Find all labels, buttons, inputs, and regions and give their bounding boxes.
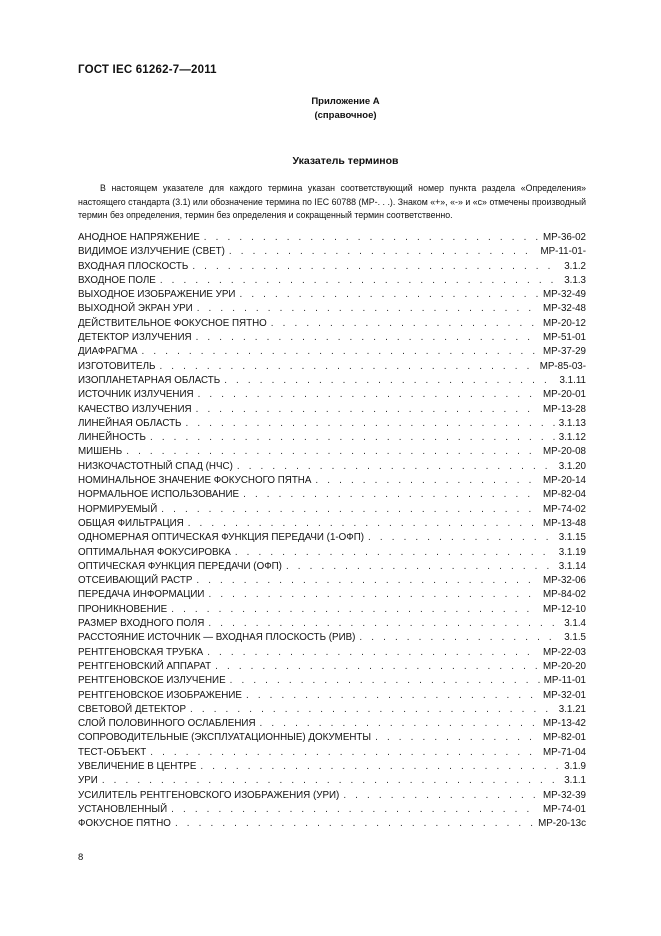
index-reference: МР-22-03 [542,646,586,658]
index-reference: МР-32-39 [542,789,586,801]
index-reference: МР-85-03- [539,360,586,372]
index-reference: 3.1.14 [558,560,586,572]
index-term: РЕНТГЕНОВСКОЕ ИЗЛУЧЕНИЕ [78,675,226,687]
index-reference: МР-74-02 [542,503,586,515]
dot-leader [271,317,539,331]
index-reference: 3.1.4 [564,618,586,630]
index-reference: 3.1.13 [558,417,586,429]
index-reference: МР-51-01 [542,332,586,344]
appendix-subtitle: (справочное) [314,110,377,121]
appendix-title: Приложение А [311,96,380,107]
index-term: ПЕРЕДАЧА ИНФОРМАЦИИ [78,589,205,601]
index-entry [78,288,586,302]
index-entry [78,331,586,345]
index-entry [78,731,586,745]
dot-leader [160,274,560,288]
index-reference: МР-20-12 [542,317,586,329]
index-term: НИЗКОЧАСТОТНЫЙ СПАД (НЧС) [78,460,233,472]
index-entry [78,760,586,774]
index-term: СЛОЙ ПОЛОВИННОГО ОСЛАБЛЕНИЯ [78,718,256,730]
dot-leader [208,588,539,602]
index-reference: 3.1.1 [564,775,586,787]
index-entry [78,717,586,731]
index-term: ИЗОПЛАНЕТАРНАЯ ОБЛАСТЬ [78,374,221,386]
index-term: ОПТИМАЛЬНАЯ ФОКУСИРОВКА [78,546,231,558]
index-term: УРИ [78,775,98,787]
dot-leader [200,760,560,774]
dot-leader [235,546,555,560]
index-reference: МР-36-02 [542,232,586,243]
index-term: ОБЩАЯ ФИЛЬТРАЦИЯ [78,517,184,529]
dot-leader [102,774,560,788]
index-entry [78,274,586,288]
index-term: ВХОДНОЕ ПОЛЕ [78,274,156,286]
index-reference: МР-20-13с [538,818,586,830]
index-intro-paragraph: В настоящем указателе для каждого термина указан соответствующий номер пункта раздела «Определения» настоящего стандарта (3.1) или обозначение термина по IEC 60788 (МР-. . .). Знаком «+», «-» и «с» отмечены производный термин без определения, термин без определения и сокращенный термин соответственно. [78,183,586,220]
index-entry [78,517,586,531]
index-entry [78,646,586,660]
document-header: ГОСТ IEC 61262-7—2011 [78,64,217,76]
index-entry [78,546,586,560]
index-entry [78,345,586,359]
index-reference: МР-82-01 [542,732,586,744]
index-reference: 3.1.19 [558,546,586,558]
index-term: УВЕЛИЧЕНИЕ В ЦЕНТРЕ [78,760,197,772]
index-reference: МР-37-29 [542,346,586,358]
dot-leader [198,388,539,402]
index-term: ЛИНЕЙНОСТЬ [78,432,146,444]
index-reference: МР-13-42 [542,718,586,730]
index-entry [78,302,586,316]
dot-leader [239,288,539,302]
index-entry [78,774,586,788]
index-reference: МР-20-20 [542,660,586,672]
index-reference: МР-11-01 [543,675,586,687]
dot-leader [159,360,535,374]
dot-leader [375,731,539,745]
index-reference: МР-32-48 [542,303,586,315]
index-term: СОПРОВОДИТЕЛЬНЫЕ (ЭКСПЛУАТАЦИОННЫЕ) ДОКУМЕНТЫ [78,732,372,744]
index-reference: 3.1.2 [564,260,586,272]
index-entry [78,660,586,674]
index-term: УСИЛИТЕЛЬ РЕНТГЕНОВСКОГО ИЗОБРАЖЕНИЯ (УРИ) [78,789,340,801]
index-reference: МР-32-49 [542,289,586,301]
index-entry [78,388,586,402]
index-entry [78,231,586,245]
dot-leader [237,460,555,474]
index-entry [78,574,586,588]
index-reference: 3.1.20 [558,460,586,472]
dot-leader [229,245,537,259]
index-entry [78,703,586,717]
index-term: ИСТОЧНИК ИЗЛУЧЕНИЯ [78,389,194,401]
dot-leader [142,345,539,359]
index-reference: МР-82-04 [542,489,586,501]
index-reference: МР-12-10 [542,603,586,615]
index-term: ВИДИМОЕ ИЗЛУЧЕНИЕ (СВЕТ) [78,246,225,258]
index-term: ОДНОМЕРНАЯ ОПТИЧЕСКАЯ ФУНКЦИЯ ПЕРЕДАЧИ (1-ОФП) [78,532,365,544]
index-reference: МР-13-28 [542,403,586,415]
index-term: РЕНТГЕНОВСКОЕ ИЗОБРАЖЕНИЕ [78,689,242,701]
index-term: ТЕСТ-ОБЪЕКТ [78,746,147,758]
index-reference: 3.1.21 [558,703,586,715]
index-reference: МР-20-14 [542,475,586,487]
index-term: ДИАФРАГМА [78,346,138,358]
index-entry [78,631,586,645]
index-reference: МР-32-01 [542,689,586,701]
index-term: ДЕЙСТВИТЕЛЬНОЕ ФОКУСНОЕ ПЯТНО [78,317,267,329]
index-entry [78,560,586,574]
dot-leader [224,374,555,388]
index-term: РАССТОЯНИЕ ИСТОЧНИК — ВХОДНАЯ ПЛОСКОСТЬ (РИВ) [78,632,356,644]
index-reference: МР-84-02 [542,589,586,601]
index-term: АНОДНОЕ НАПРЯЖЕНИЕ [78,232,200,243]
index-reference: МР-13-48 [542,517,586,529]
index-term: ВЫХОДНОЕ ИЗОБРАЖЕНИЕ УРИ [78,289,236,301]
index-term: ВЫХОДНОЙ ЭКРАН УРИ [78,303,193,315]
index-reference: МР-11-01- [540,246,586,258]
dot-leader [230,674,540,688]
index-reference: МР-20-08 [542,446,586,458]
index-term: НОРМИРУЕМЫЙ [78,503,158,515]
index-term: ДЕТЕКТОР ИЗЛУЧЕНИЯ [78,332,192,344]
dot-leader [126,445,539,459]
dot-leader [215,660,539,674]
dot-leader [197,302,539,316]
page-number: 8 [78,852,84,863]
index-term: НОРМАЛЬНОЕ ИСПОЛЬЗОВАНИЕ [78,489,240,501]
index-term: ПРОНИКНОВЕНИЕ [78,603,168,615]
index-term: СВЕТОВОЙ ДЕТЕКТОР [78,703,186,715]
dot-leader [192,260,560,274]
dot-leader [150,746,539,760]
index-term: ОТСЕИВАЮЩИЙ РАСТР [78,575,193,587]
dot-leader [186,417,555,431]
dot-leader [150,431,555,445]
index-entry [78,374,586,388]
index-reference: 3.1.11 [559,374,586,386]
index-entry [78,360,586,374]
index-entry [78,674,586,688]
dot-leader [175,817,534,831]
dot-leader [161,503,539,517]
dot-leader [204,231,539,245]
index-term: ОПТИЧЕСКАЯ ФУНКЦИЯ ПЕРЕДАЧИ (ОФП) [78,560,282,572]
dot-leader [171,603,539,617]
appendix-heading [0,95,661,123]
index-title: Указатель терминов [292,155,399,167]
index-entry [78,531,586,545]
index-term: РЕНТГЕНОВСКИЙ АППАРАТ [78,660,212,672]
index-reference: 3.1.15 [558,532,586,544]
dot-leader [359,631,560,645]
index-term: РЕНТГЕНОВСКАЯ ТРУБКА [78,646,204,658]
term-index-list [78,231,586,831]
index-entry [78,260,586,274]
index-term: РАЗМЕР ВХОДНОГО ПОЛЯ [78,618,205,630]
index-entry [78,689,586,703]
index-entry [78,431,586,445]
dot-leader [368,531,555,545]
index-term: МИШЕНЬ [78,446,123,458]
index-entry [78,603,586,617]
dot-leader [196,574,539,588]
dot-leader [343,789,539,803]
index-reference: 3.1.9 [564,760,586,772]
index-reference: МР-74-01 [542,803,586,815]
index-entry [78,474,586,488]
index-entry [78,445,586,459]
index-entry [78,245,586,259]
index-reference: 3.1.12 [558,432,586,444]
index-reference: 3.1.3 [564,274,586,286]
index-entry [78,403,586,417]
index-reference: МР-32-06 [542,575,586,587]
index-entry [78,617,586,631]
index-entry [78,803,586,817]
index-reference: 3.1.5 [564,632,586,644]
index-term: ИЗГОТОВИТЕЛЬ [78,360,156,372]
index-term: УСТАНОВЛЕННЫЙ [78,803,168,815]
index-entry [78,746,586,760]
dot-leader [315,474,539,488]
dot-leader [208,617,560,631]
index-entry [78,503,586,517]
index-reference: МР-20-01 [542,389,586,401]
index-entry [78,460,586,474]
index-term: НОМИНАЛЬНОЕ ЗНАЧЕНИЕ ФОКУСНОГО ПЯТНА [78,475,312,487]
dot-leader [260,717,539,731]
dot-leader [243,488,539,502]
index-term: ФОКУСНОЕ ПЯТНО [78,818,171,830]
index-entry [78,817,586,831]
dot-leader [246,689,539,703]
index-term: КАЧЕСТВО ИЗЛУЧЕНИЯ [78,403,192,415]
dot-leader [286,560,555,574]
index-term: ВХОДНАЯ ПЛОСКОСТЬ [78,260,189,272]
index-entry [78,417,586,431]
index-entry [78,488,586,502]
dot-leader [196,331,539,345]
index-entry [78,789,586,803]
index-reference: МР-71-04 [542,746,586,758]
index-entry [78,317,586,331]
dot-leader [171,803,539,817]
dot-leader [207,646,539,660]
index-entry [78,588,586,602]
dot-leader [190,703,555,717]
dot-leader [188,517,539,531]
dot-leader [196,403,539,417]
index-term: ЛИНЕЙНАЯ ОБЛАСТЬ [78,417,182,429]
